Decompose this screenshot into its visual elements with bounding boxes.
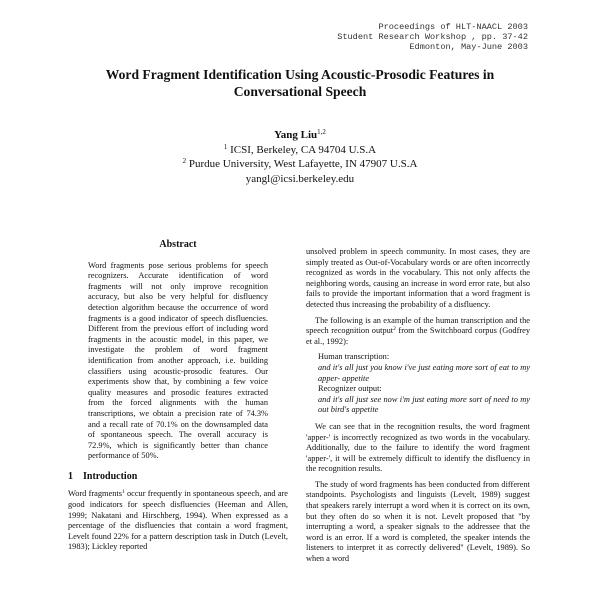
affiliation-1 (60, 143, 540, 158)
affiliation-1-text: ICSI, Berkeley, CA 94704 U.S.A (230, 143, 377, 156)
right-p2-text-a: The following is an example of the human transcription and the speech recognition output (306, 315, 530, 336)
affiliation-2 (60, 157, 540, 172)
proceedings-line: Proceedings of HLT-NAACL 2003 (378, 22, 528, 32)
paper-title (60, 66, 540, 100)
author-name (60, 128, 540, 143)
right-paragraph-2 (306, 316, 530, 348)
example-text-recognizer: and it's all just see now i'm just eating more sort of need to my out bird's appetite (318, 394, 530, 415)
affiliation-2-text: Purdue University, West Lafayette, IN 47907 U.S.A (188, 158, 418, 171)
example-text-human: and it's all just you know i've just eating more sort of eat to my apper- appetite (318, 362, 530, 383)
right-paragraph-4: The study of word fragments has been conducted from different standpoints. Psychologists and linguists (Levelt, 1989) suggest that speakers rarely interrupt a word when it is correct on its own, but they often do so when it is not. Levelt proposed that "by interrupting a word, a speaker signals to the addressee that the word is an error. If a word is completed, the speaker intends the listeners to interpret it as correctly delivered" (Levelt, 1989). So when a word (306, 479, 530, 564)
section-title: Introduction (83, 470, 138, 482)
right-p2-text-b: from the Switchboard corpus (Godfrey et al., 1992): (306, 326, 531, 346)
intro-text-a: Word fragments (68, 489, 122, 499)
proceedings-line: Student Research Workshop , pp. 37-42 (337, 32, 528, 42)
author-superscript: 1,2 (317, 128, 326, 136)
author-email[interactable]: yangl@icsi.berkeley.edu (245, 172, 355, 185)
footnote-marker[interactable]: 1 (121, 489, 125, 496)
example-label-recognizer: Recognizer output: (318, 384, 382, 394)
section-number: 1 (68, 470, 73, 482)
left-column (68, 240, 288, 558)
proceedings-line: Edmonton, May-June 2003 (409, 42, 528, 52)
intro-paragraph (68, 489, 288, 553)
example-block (306, 352, 530, 416)
abstract-body (68, 261, 288, 462)
section-heading-introduction (68, 472, 288, 483)
title-line: Conversational Speech (233, 84, 367, 99)
right-column (306, 247, 530, 570)
proceedings-header (337, 22, 528, 52)
right-paragraph-3: We can see that in the recognition results, the word fragment 'apper-' is incorrectly recognized as two words in the vocabulary. Additionally, due to the failure to identify the word fragment 'apper-', it will be extremely difficult to identify the disfluency in the recognition results. (306, 421, 530, 474)
author-name-text: Yang Liu (274, 129, 318, 141)
affiliation-1-number: 1 (223, 142, 228, 151)
intro-text-b: occur frequently in spontaneous speech, and are good indicators for speech disfluencies (Heeman and Allen, 1999; Nakatani and Hirschberg, 1994). When expressed as a percentage of the disfluencies that contain a word fragment, Levelt found 22% for a pattern description task in Dutch (Levelt, 1983); Lickley reported (68, 489, 289, 552)
abstract-text: Word fragments pose serious problems for speech recognizers. Accurate identification of word fragments will not only improve recognition accuracy, but also be very helpful for disfluency detection algorithm because the occurrence of word fragments is a good indicator of speech disfluencies. Different from the previous effort of including word fragments in the acoustic model, in this paper, we investigate the problem of word fragment identification from another approach, i.e. building classifiers using acoustic-prosodic features. Our experiments show that, by combining a few voice quality measures and prosodic features extracted from the forced alignments with the human transcriptions, we obtain a precision rate of 74.3% and a recall rate of 70.1% on the downsampled data of spontaneous speech. The overall accuracy is 72.9%, which is significantly better than chance performance of 50%. (88, 260, 268, 461)
example-label-human: Human transcription: (318, 352, 390, 362)
affiliation-2-number: 2 (182, 157, 187, 166)
abstract-heading: Abstract (159, 239, 197, 250)
footnote-marker[interactable]: 2 (393, 326, 396, 333)
right-paragraph-1: unsolved problem in speech community. In most cases, they are simply treated as Out-of-Vocabulary words or are often incorrectly recognized as words in the vocabulary. This not only affects the neighboring words, causing an increase in word error rate, but also fails to provide the important information that a word fragment is detected thus increasing the probability of a disfluency. (306, 247, 530, 309)
title-line: Word Fragment Identification Using Acoustic-Prosodic Features in (105, 67, 495, 82)
author-block (60, 128, 540, 186)
